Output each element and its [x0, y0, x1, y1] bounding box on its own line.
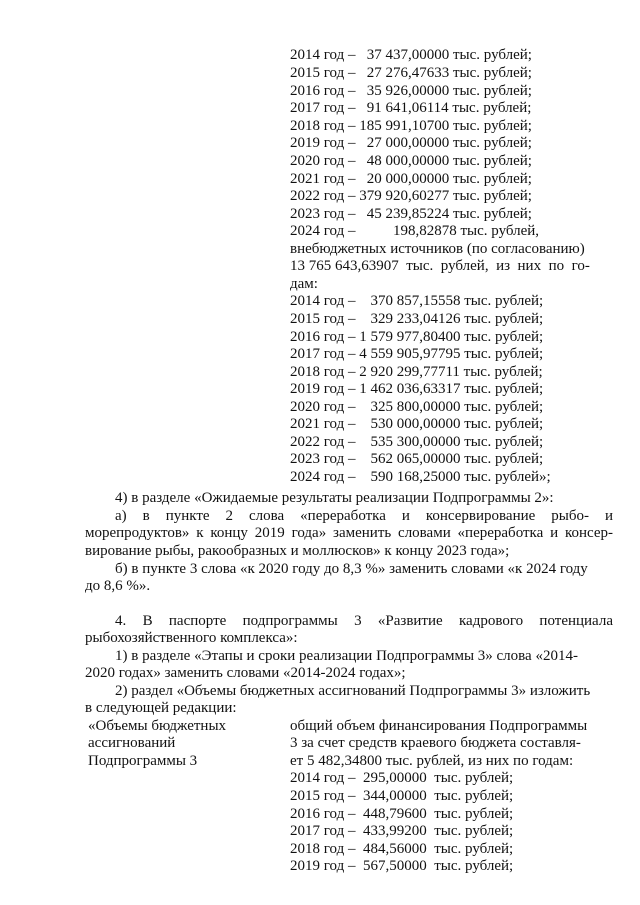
- section-4-line-1: 4. В паспорте подпрограммы 3 «Развитие кадрового потенциала: [115, 613, 613, 629]
- passport-right-intro-line: 3 за счет средств краевого бюджета составля-: [290, 735, 581, 751]
- subprogram-3-year-line: 2016 год – 448,79600 тыс. рублей;: [290, 806, 514, 822]
- section-4-item-1-line-2: 2020 годах» заменить словами «2014-2024 годах»;: [85, 665, 406, 681]
- subprogram-3-year-line: 2019 год – 567,50000 тыс. рублей;: [290, 858, 514, 874]
- extrabudget-line: 2016 год – 1 579 977,80400 тыс. рублей;: [290, 329, 544, 345]
- paragraph-b-line-2: до 8,6 %».: [85, 578, 151, 594]
- extrabudget-line: 2023 год – 562 065,00000 тыс. рублей;: [290, 451, 544, 467]
- section-4-line-2: рыбохозяйственного комплекса»:: [85, 630, 298, 646]
- section-4-item-2-line-1: 2) раздел «Объемы бюджетных ассигнований Подпрограммы 3» изложить: [115, 683, 591, 699]
- budget-line: 2014 год – 37 437,00000 тыс. рублей;: [290, 47, 532, 63]
- extrabudget-line: 2020 год – 325 800,00000 тыс. рублей;: [290, 399, 544, 415]
- budget-line: 2020 год – 48 000,00000 тыс. рублей;: [290, 153, 532, 169]
- extrabudget-line: 2024 год – 590 168,25000 тыс. рублей»;: [290, 469, 551, 485]
- extrabudget-line: 2017 год – 4 559 905,97795 тыс. рублей;: [290, 346, 544, 362]
- section-4-item-2-line-2: в следующей редакции:: [85, 700, 237, 716]
- extrabudget-line: 2022 год – 535 300,00000 тыс. рублей;: [290, 434, 544, 450]
- budget-line: дам:: [290, 276, 318, 292]
- paragraph-a-line-2: морепродуктов» к концу 2019 года» заменить словами «переработка и консер-: [85, 525, 613, 541]
- budget-line: 2018 год – 185 991,10700 тыс. рублей;: [290, 118, 532, 134]
- paragraph-item-4: 4) в разделе «Ожидаемые результаты реализации Подпрограммы 2»:: [115, 490, 554, 506]
- extrabudget-line: 2015 год – 329 233,04126 тыс. рублей;: [290, 311, 544, 327]
- extrabudget-line: 2019 год – 1 462 036,63317 тыс. рублей;: [290, 381, 544, 397]
- passport-left-label-line: ассигнований: [88, 735, 176, 751]
- budget-line: 2016 год – 35 926,00000 тыс. рублей;: [290, 83, 532, 99]
- paragraph-a-line-1: а) в пункте 2 слова «переработка и консервирование рыбо- и: [115, 508, 613, 524]
- passport-right-intro-line: общий объем финансирования Подпрограммы: [290, 718, 588, 734]
- budget-line: 13 765 643,63907 тыс. рублей, из них по го-: [290, 258, 590, 274]
- subprogram-3-year-line: 2018 год – 484,56000 тыс. рублей;: [290, 841, 514, 857]
- budget-line: 2019 год – 27 000,00000 тыс. рублей;: [290, 135, 532, 151]
- paragraph-a-line-3: вирование рыбы, ракообразных и моллюсков» к концу 2023 года»;: [85, 543, 510, 559]
- budget-line: 2024 год – 198,82878 тыс. рублей,: [290, 223, 540, 239]
- passport-left-label-line: «Объемы бюджетных: [88, 718, 227, 734]
- budget-line: 2023 год – 45 239,85224 тыс. рублей;: [290, 206, 532, 222]
- paragraph-b-line-1: б) в пункте 3 слова «к 2020 году до 8,3 %» заменить словами «к 2024 году: [115, 561, 588, 577]
- budget-line: 2017 год – 91 641,06114 тыс. рублей;: [290, 100, 532, 116]
- passport-right-intro-line: ет 5 482,34800 тыс. рублей, из них по годам:: [290, 753, 574, 769]
- budget-line: 2021 год – 20 000,00000 тыс. рублей;: [290, 171, 532, 187]
- extrabudget-line: 2014 год – 370 857,15558 тыс. рублей;: [290, 293, 544, 309]
- budget-line: 2022 год – 379 920,60277 тыс. рублей;: [290, 188, 532, 204]
- subprogram-3-year-line: 2017 год – 433,99200 тыс. рублей;: [290, 823, 514, 839]
- passport-left-label-line: Подпрограммы 3: [88, 753, 198, 769]
- section-4-item-1-line-1: 1) в разделе «Этапы и сроки реализации Подпрограммы 3» слова «2014-: [115, 648, 578, 664]
- subprogram-3-year-line: 2014 год – 295,00000 тыс. рублей;: [290, 770, 514, 786]
- budget-line: внебюджетных источников (по согласованию): [290, 241, 585, 257]
- budget-line: 2015 год – 27 276,47633 тыс. рублей;: [290, 65, 532, 81]
- extrabudget-line: 2018 год – 2 920 299,77711 тыс. рублей;: [290, 364, 543, 380]
- extrabudget-line: 2021 год – 530 000,00000 тыс. рублей;: [290, 416, 544, 432]
- subprogram-3-year-line: 2015 год – 344,00000 тыс. рублей;: [290, 788, 514, 804]
